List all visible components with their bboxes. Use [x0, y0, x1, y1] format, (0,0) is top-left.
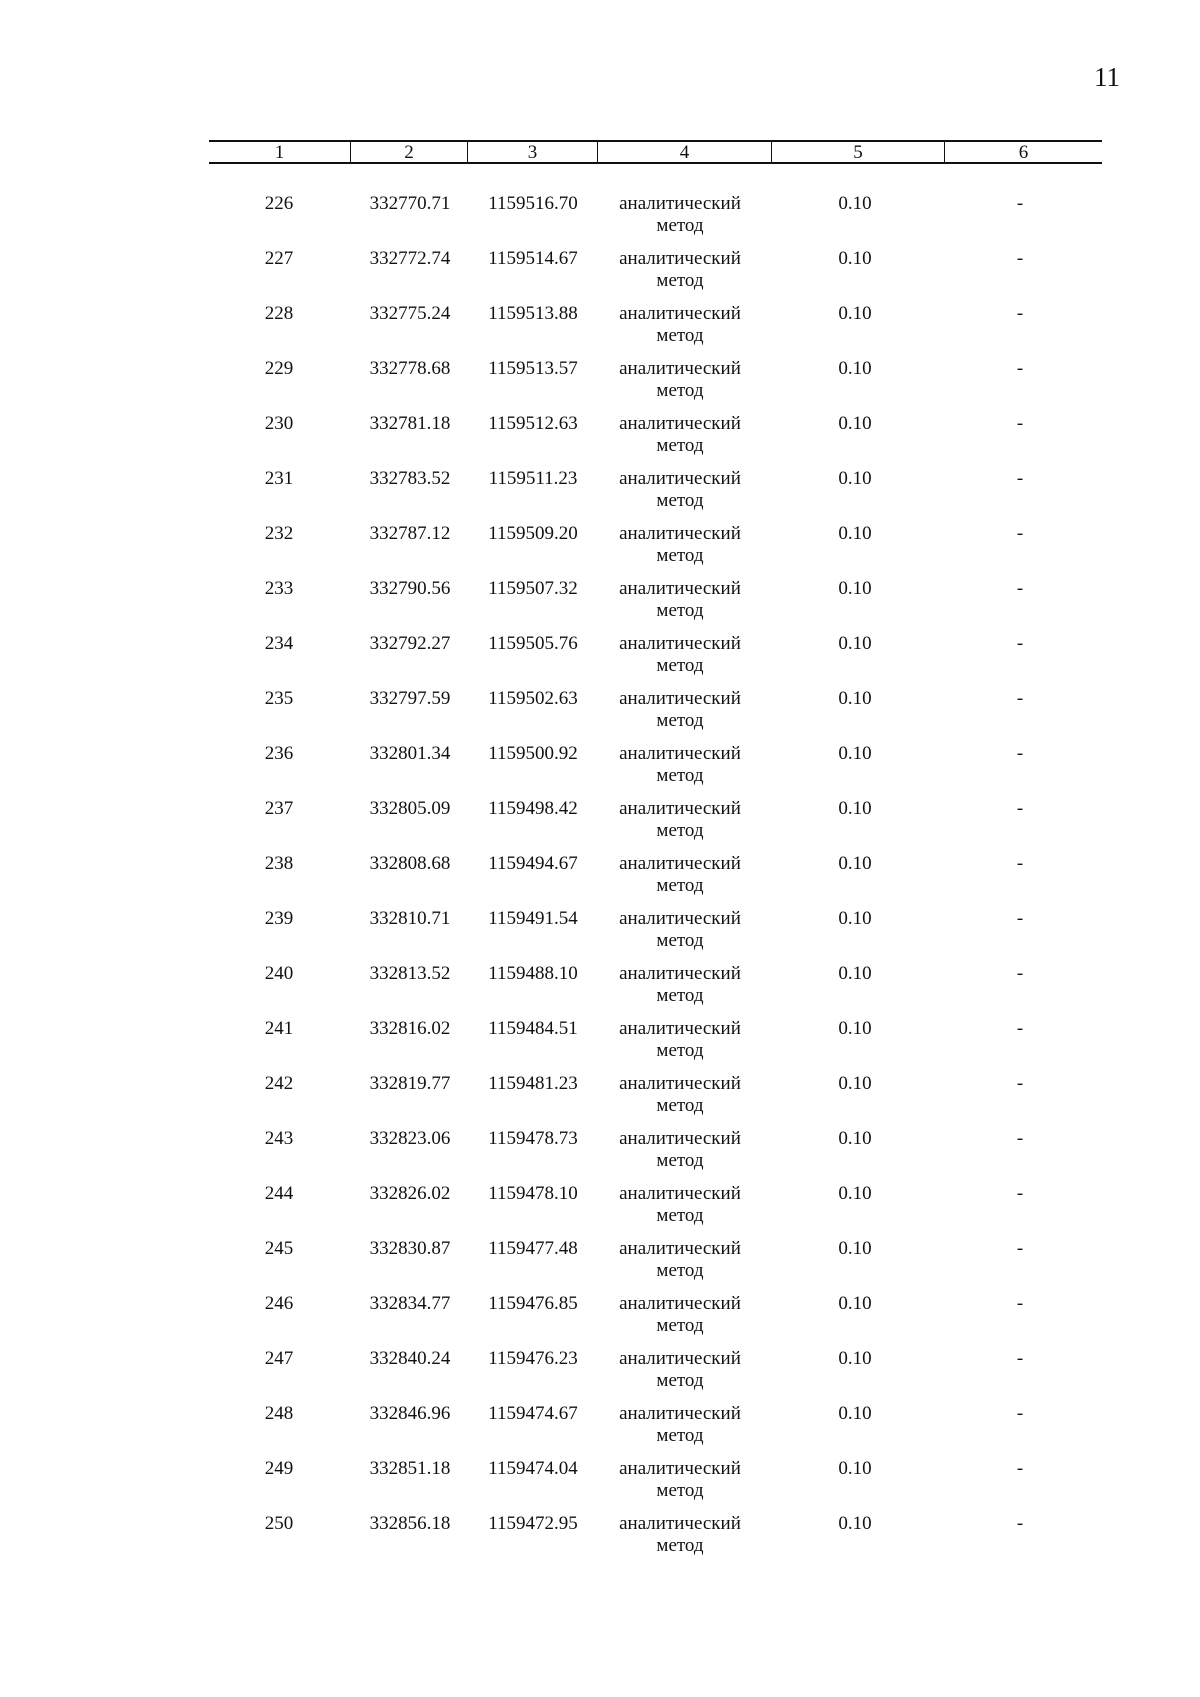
coordinate-x: 332770.71 [369, 193, 451, 214]
accuracy-value: 0.10 [838, 1128, 872, 1149]
coordinate-y: 1159477.48 [488, 1238, 578, 1259]
note-value: - [1016, 1183, 1024, 1204]
note-value: - [1016, 578, 1024, 599]
table-row [0, 1128, 1200, 1183]
method-cell [600, 853, 760, 897]
method-text: метод [656, 710, 704, 731]
table-row [0, 413, 1200, 468]
coordinate-y: 1159478.73 [488, 1128, 578, 1149]
table-row [0, 358, 1200, 413]
coordinate-x: 332823.06 [369, 1128, 451, 1149]
header-col-3: 3 [467, 142, 597, 162]
note-value: - [1016, 193, 1024, 214]
method-text: аналитический [619, 1128, 741, 1149]
method-text: аналитический [619, 193, 741, 214]
method-text: аналитический [619, 963, 741, 984]
coordinate-x: 332830.87 [369, 1238, 451, 1259]
coordinate-y: 1159476.23 [488, 1348, 578, 1369]
accuracy-value: 0.10 [838, 798, 872, 819]
row-number: 244 [264, 1183, 294, 1204]
note-value: - [1016, 1018, 1024, 1039]
note-value: - [1016, 688, 1024, 709]
accuracy-value: 0.10 [838, 468, 872, 489]
coordinate-y: 1159494.67 [488, 853, 578, 874]
method-text: аналитический [619, 1403, 741, 1424]
coordinate-y: 1159491.54 [488, 908, 578, 929]
coordinate-x: 332834.77 [369, 1293, 451, 1314]
method-cell [600, 1073, 760, 1117]
coordinate-x: 332781.18 [369, 413, 451, 434]
method-cell [600, 413, 760, 457]
note-value: - [1016, 1073, 1024, 1094]
method-cell [600, 798, 760, 842]
method-text: метод [656, 490, 704, 511]
accuracy-value: 0.10 [838, 1073, 872, 1094]
method-cell [600, 1183, 760, 1227]
table-row [0, 1348, 1200, 1403]
note-value: - [1016, 908, 1024, 929]
coordinate-y: 1159474.67 [488, 1403, 578, 1424]
coordinate-x: 332826.02 [369, 1183, 451, 1204]
method-text: аналитический [619, 1513, 741, 1534]
accuracy-value: 0.10 [838, 1018, 872, 1039]
table-row [0, 1403, 1200, 1458]
coordinate-y: 1159516.70 [488, 193, 578, 214]
note-value: - [1016, 413, 1024, 434]
method-text: метод [656, 600, 704, 621]
coordinate-x: 332856.18 [369, 1513, 451, 1534]
row-number: 246 [264, 1293, 294, 1314]
table-row [0, 1183, 1200, 1238]
row-number: 227 [264, 248, 294, 269]
header-col-1: 1 [274, 142, 285, 163]
method-cell [600, 578, 760, 622]
method-cell [600, 1128, 760, 1172]
row-number: 248 [264, 1403, 294, 1424]
table-row [0, 1238, 1200, 1293]
accuracy-value: 0.10 [838, 1458, 872, 1479]
method-cell [600, 1513, 760, 1557]
method-text: аналитический [619, 523, 741, 544]
note-value: - [1016, 853, 1024, 874]
method-text: аналитический [619, 578, 741, 599]
note-value: - [1016, 468, 1024, 489]
row-number: 234 [264, 633, 294, 654]
coordinate-x: 332851.18 [369, 1458, 451, 1479]
method-text: метод [656, 1315, 704, 1336]
row-number: 243 [264, 1128, 294, 1149]
note-value: - [1016, 743, 1024, 764]
method-cell [600, 633, 760, 677]
table-row [0, 248, 1200, 303]
row-number: 242 [264, 1073, 294, 1094]
note-value: - [1016, 248, 1024, 269]
note-value: - [1016, 1513, 1024, 1534]
accuracy-value: 0.10 [838, 358, 872, 379]
method-cell [600, 1238, 760, 1282]
accuracy-value: 0.10 [838, 688, 872, 709]
method-text: аналитический [619, 1348, 741, 1369]
accuracy-value: 0.10 [838, 523, 872, 544]
accuracy-value: 0.10 [838, 963, 872, 984]
method-text: аналитический [619, 798, 741, 819]
note-value: - [1016, 1293, 1024, 1314]
coordinate-x: 332772.74 [369, 248, 451, 269]
method-text: метод [656, 765, 704, 786]
note-value: - [1016, 963, 1024, 984]
method-text: аналитический [619, 908, 741, 929]
row-number: 230 [264, 413, 294, 434]
accuracy-value: 0.10 [838, 303, 872, 324]
method-text: аналитический [619, 688, 741, 709]
method-text: метод [656, 820, 704, 841]
accuracy-value: 0.10 [838, 193, 872, 214]
row-number: 226 [264, 193, 294, 214]
table-row [0, 908, 1200, 963]
coordinate-x: 332813.52 [369, 963, 451, 984]
coordinate-x: 332816.02 [369, 1018, 451, 1039]
row-number: 240 [264, 963, 294, 984]
coordinate-y: 1159488.10 [488, 963, 578, 984]
method-text: метод [656, 325, 704, 346]
method-text: аналитический [619, 633, 741, 654]
method-text: метод [656, 1095, 704, 1116]
table-row [0, 523, 1200, 578]
note-value: - [1016, 1128, 1024, 1149]
table-row [0, 193, 1200, 248]
row-number: 237 [264, 798, 294, 819]
method-text: метод [656, 215, 704, 236]
note-value: - [1016, 1403, 1024, 1424]
method-cell [600, 1458, 760, 1502]
coordinate-y: 1159513.57 [488, 358, 578, 379]
method-text: метод [656, 1480, 704, 1501]
method-text: метод [656, 930, 704, 951]
row-number: 235 [264, 688, 294, 709]
coordinate-y: 1159509.20 [488, 523, 578, 544]
method-cell [600, 1348, 760, 1392]
method-cell [600, 248, 760, 292]
coordinate-y: 1159484.51 [488, 1018, 578, 1039]
method-cell [600, 908, 760, 952]
method-text: аналитический [619, 1458, 741, 1479]
row-number: 231 [264, 468, 294, 489]
coordinate-x: 332808.68 [369, 853, 451, 874]
coordinate-x: 332775.24 [369, 303, 451, 324]
method-text: аналитический [619, 248, 741, 269]
coordinate-x: 332805.09 [369, 798, 451, 819]
accuracy-value: 0.10 [838, 1238, 872, 1259]
coordinate-y: 1159498.42 [488, 798, 578, 819]
table-row [0, 468, 1200, 523]
table-row [0, 963, 1200, 1018]
method-text: метод [656, 545, 704, 566]
method-text: метод [656, 875, 704, 896]
method-text: метод [656, 1040, 704, 1061]
row-number: 239 [264, 908, 294, 929]
page-number: 11 [1094, 62, 1120, 92]
note-value: - [1016, 358, 1024, 379]
table-row [0, 743, 1200, 798]
coordinate-x: 332787.12 [369, 523, 451, 544]
header-col-4: 4 [597, 142, 771, 162]
coordinate-y: 1159512.63 [488, 413, 578, 434]
coordinate-y: 1159513.88 [488, 303, 578, 324]
table-row [0, 1458, 1200, 1513]
coordinate-y: 1159500.92 [488, 743, 578, 764]
method-text: аналитический [619, 1183, 741, 1204]
table-row [0, 688, 1200, 743]
method-cell [600, 963, 760, 1007]
table-row [0, 798, 1200, 853]
row-number: 229 [264, 358, 294, 379]
table-header [209, 140, 1102, 164]
table-row [0, 633, 1200, 688]
method-cell [600, 1293, 760, 1337]
coordinate-y: 1159478.10 [488, 1183, 578, 1204]
coordinate-x: 332819.77 [369, 1073, 451, 1094]
coordinate-y: 1159474.04 [488, 1458, 578, 1479]
row-number: 250 [264, 1513, 294, 1534]
row-number: 245 [264, 1238, 294, 1259]
row-number: 236 [264, 743, 294, 764]
method-text: метод [656, 435, 704, 456]
method-text: метод [656, 1150, 704, 1171]
table-row [0, 1293, 1200, 1348]
method-cell [600, 193, 760, 237]
row-number: 233 [264, 578, 294, 599]
accuracy-value: 0.10 [838, 1293, 872, 1314]
method-cell [600, 688, 760, 732]
method-text: метод [656, 985, 704, 1006]
method-text: метод [656, 270, 704, 291]
coordinate-x: 332797.59 [369, 688, 451, 709]
note-value: - [1016, 633, 1024, 654]
row-number: 247 [264, 1348, 294, 1369]
coordinate-y: 1159502.63 [488, 688, 578, 709]
coordinate-x: 332783.52 [369, 468, 451, 489]
note-value: - [1016, 1348, 1024, 1369]
row-number: 228 [264, 303, 294, 324]
method-text: метод [656, 1370, 704, 1391]
accuracy-value: 0.10 [838, 248, 872, 269]
row-number: 241 [264, 1018, 294, 1039]
accuracy-value: 0.10 [838, 743, 872, 764]
coordinate-y: 1159476.85 [488, 1293, 578, 1314]
method-text: метод [656, 1260, 704, 1281]
method-text: аналитический [619, 743, 741, 764]
method-cell [600, 1018, 760, 1062]
coordinate-x: 332778.68 [369, 358, 451, 379]
coordinate-x: 332801.34 [369, 743, 451, 764]
accuracy-value: 0.10 [838, 633, 872, 654]
method-text: аналитический [619, 853, 741, 874]
table-row [0, 578, 1200, 633]
method-text: метод [656, 655, 704, 676]
method-text: аналитический [619, 1293, 741, 1314]
accuracy-value: 0.10 [838, 1348, 872, 1369]
coordinate-x: 332790.56 [369, 578, 451, 599]
header-col-6: 6 [944, 142, 1102, 162]
table-row [0, 303, 1200, 358]
table-row [0, 1513, 1200, 1568]
coordinate-x: 332810.71 [369, 908, 451, 929]
note-value: - [1016, 798, 1024, 819]
note-value: - [1016, 523, 1024, 544]
coordinate-y: 1159507.32 [488, 578, 578, 599]
method-text: аналитический [619, 358, 741, 379]
coordinate-x: 332840.24 [369, 1348, 451, 1369]
method-text: метод [656, 1535, 704, 1556]
coordinate-y: 1159505.76 [488, 633, 578, 654]
method-cell [600, 303, 760, 347]
coordinate-y: 1159481.23 [488, 1073, 578, 1094]
note-value: - [1016, 1458, 1024, 1479]
method-text: метод [656, 380, 704, 401]
method-cell [600, 523, 760, 567]
method-text: метод [656, 1425, 704, 1446]
note-value: - [1016, 1238, 1024, 1259]
method-text: аналитический [619, 1073, 741, 1094]
table-row [0, 853, 1200, 908]
method-text: аналитический [619, 303, 741, 324]
accuracy-value: 0.10 [838, 413, 872, 434]
row-number: 238 [264, 853, 294, 874]
accuracy-value: 0.10 [838, 1403, 872, 1424]
header-col-2: 2 [350, 142, 467, 162]
row-number: 249 [264, 1458, 294, 1479]
coordinate-x: 332846.96 [369, 1403, 451, 1424]
accuracy-value: 0.10 [838, 578, 872, 599]
row-number: 232 [264, 523, 294, 544]
coordinate-y: 1159511.23 [488, 468, 578, 489]
coordinate-x: 332792.27 [369, 633, 451, 654]
coordinate-y: 1159514.67 [488, 248, 578, 269]
method-cell [600, 358, 760, 402]
coordinate-y: 1159472.95 [488, 1513, 578, 1534]
header-col-5: 5 [771, 142, 944, 162]
accuracy-value: 0.10 [838, 853, 872, 874]
method-cell [600, 1403, 760, 1447]
method-text: аналитический [619, 1018, 741, 1039]
method-text: аналитический [619, 1238, 741, 1259]
method-cell [600, 743, 760, 787]
accuracy-value: 0.10 [838, 908, 872, 929]
method-text: метод [656, 1205, 704, 1226]
table-row [0, 1018, 1200, 1073]
table-row [0, 1073, 1200, 1128]
accuracy-value: 0.10 [838, 1183, 872, 1204]
method-cell [600, 468, 760, 512]
method-text: аналитический [619, 413, 741, 434]
accuracy-value: 0.10 [838, 1513, 872, 1534]
method-text: аналитический [619, 468, 741, 489]
note-value: - [1016, 303, 1024, 324]
